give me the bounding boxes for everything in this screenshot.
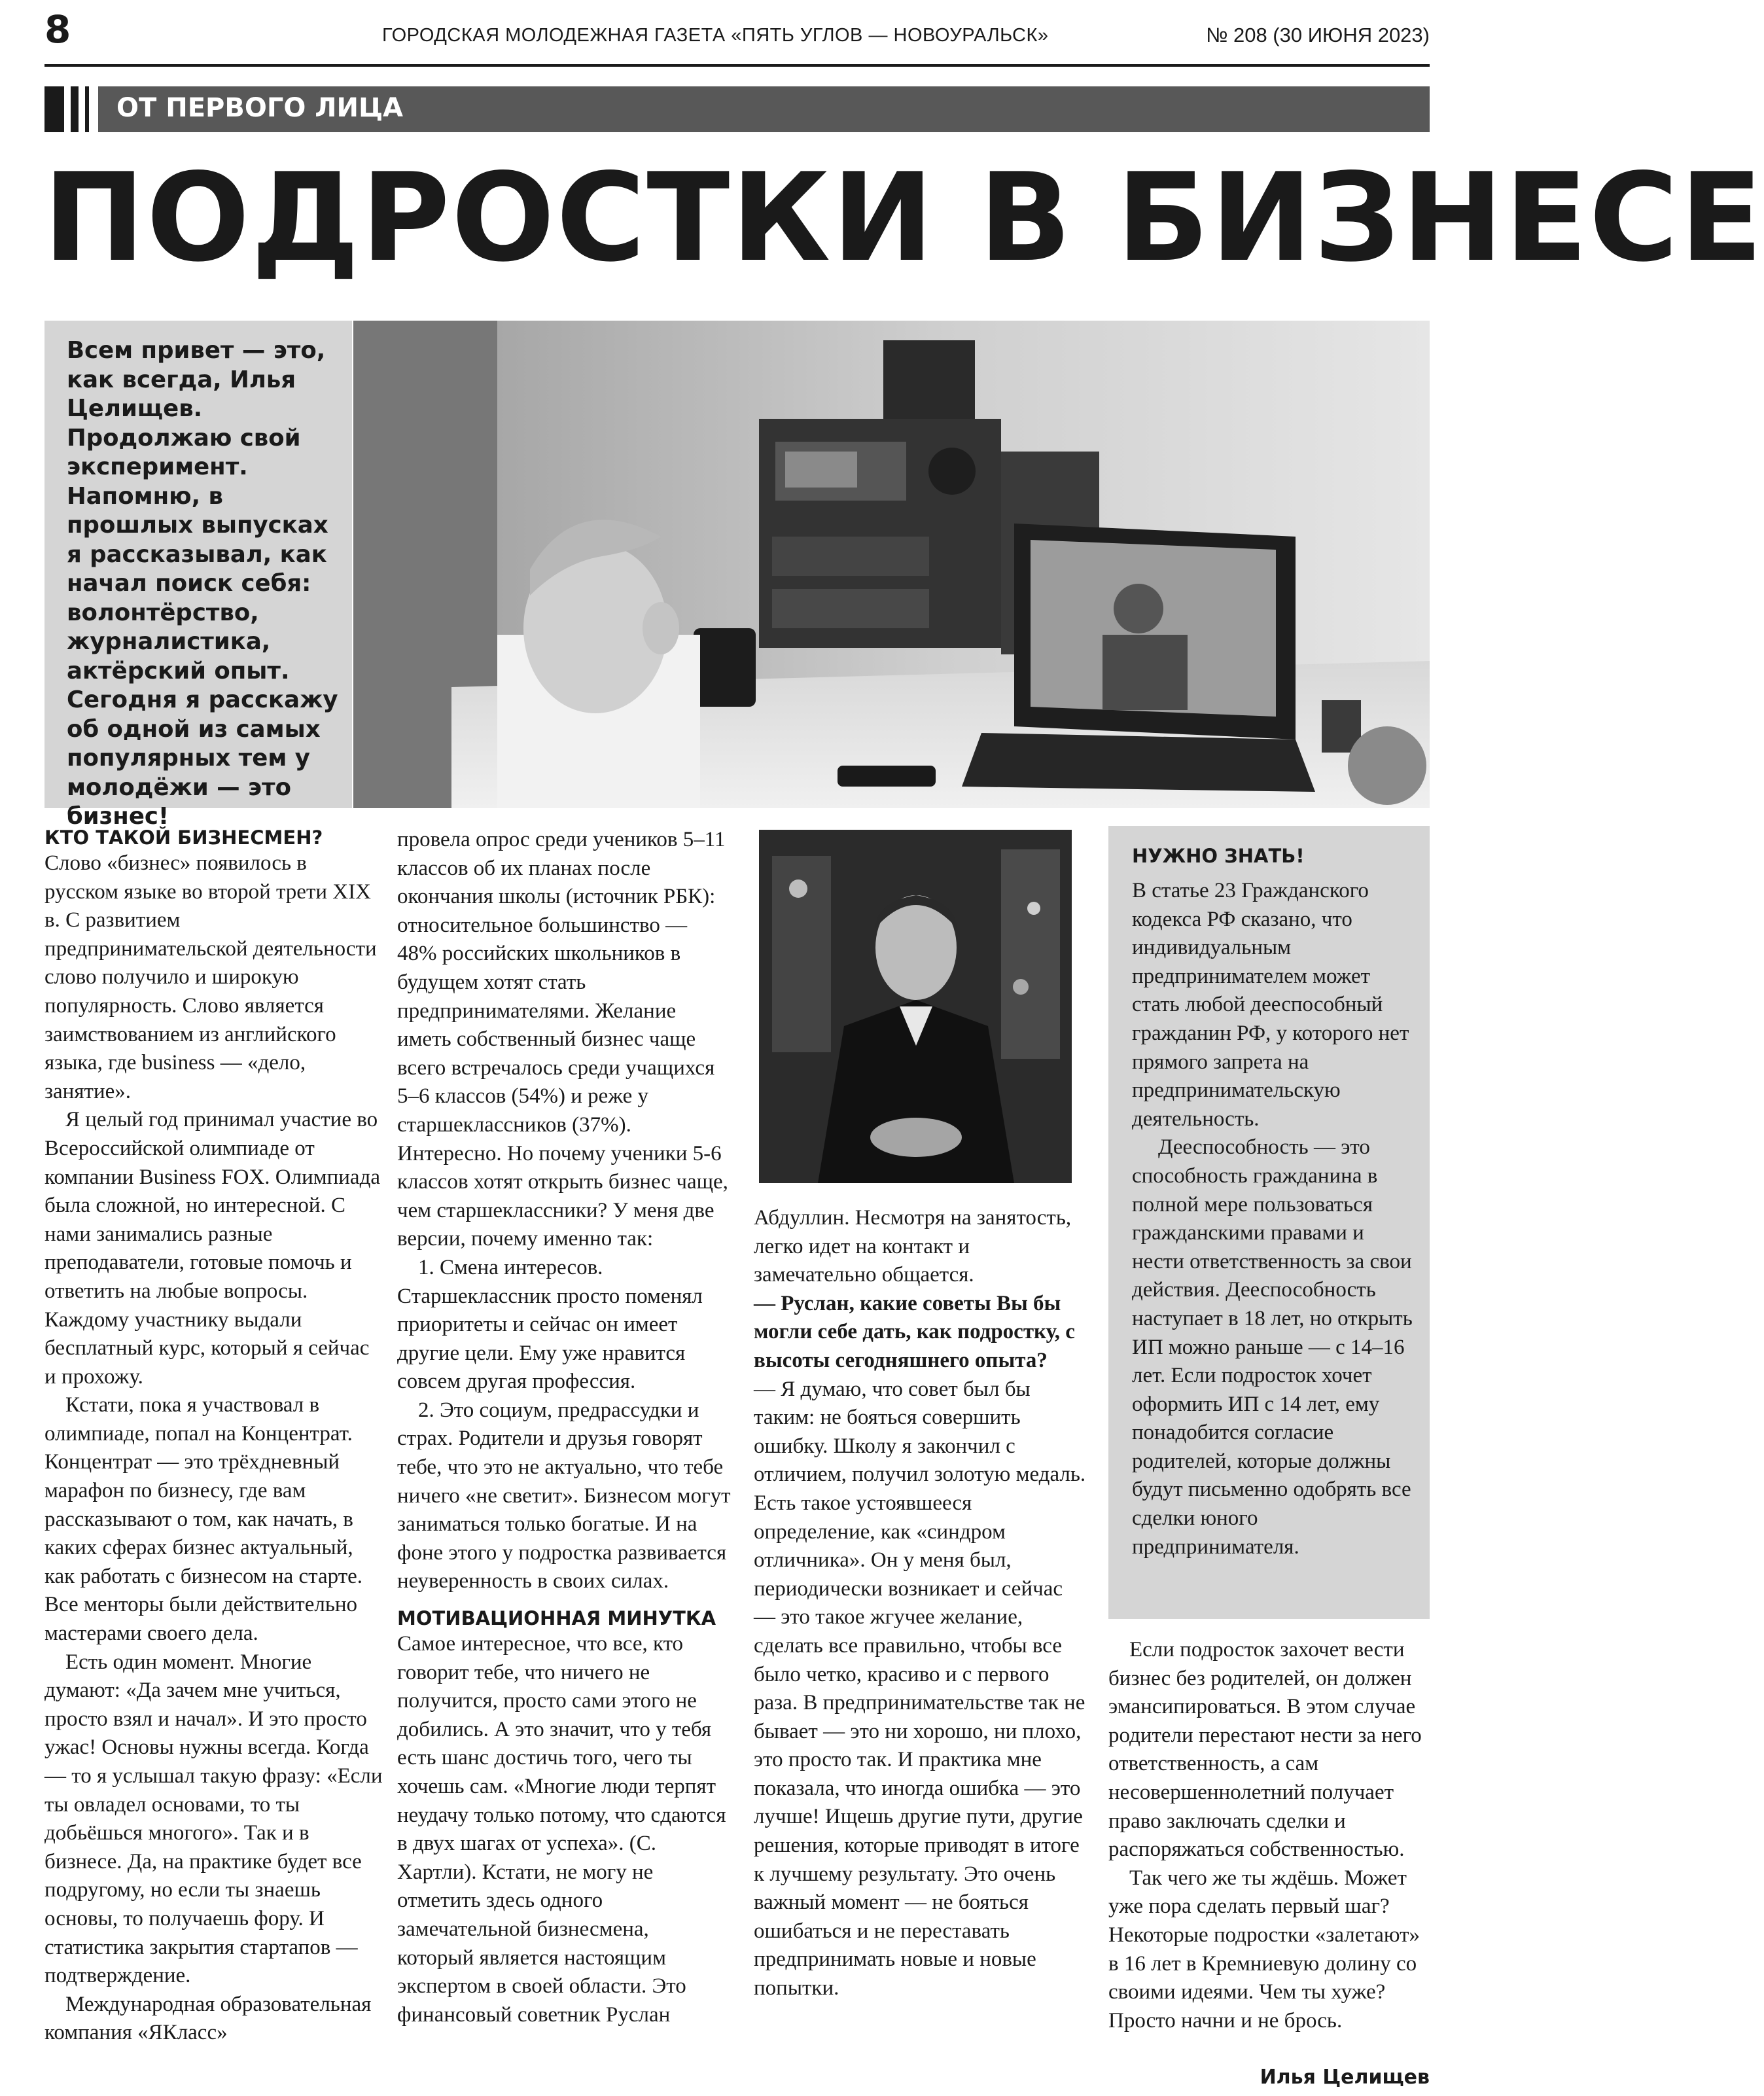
paragraph: Есть один момент. Многие думают: «Да зачем мне учиться, просто взял и начал». И это просто ужас! Основы нужны всегда. Когда— то я услышал такую фразу: «Если ты овладел основами, то ты добьёшься многого». Так и в бизнесе. Да, на практике будет все подругому, но если ты знаешь основы, то получаешь фору. И статистика закрытия стартапов — подтверждение. bbox=[44, 1650, 383, 1988]
page-number: 8 bbox=[44, 7, 71, 52]
rubric-title: ОТ ПЕРВОГО ЛИЦА bbox=[116, 93, 404, 123]
paragraph: Кстати, пока я участвовал в олимпиаде, попал на Концентрат. Концентрат — это трёхдневный марафон по бизнесу, где вам рассказывают о том, как начать, в каких сферах бизнес актуальный, как работать с бизнесом на старте. Все менторы были действительно мастерами своего дела. bbox=[44, 1393, 363, 1646]
masthead: ГОРОДСКАЯ МОЛОДЕЖНАЯ ГАЗЕТА «ПЯТЬ УГЛОВ — НОВОУРАЛЬСК» bbox=[382, 25, 1049, 46]
info-box bbox=[1108, 826, 1430, 1619]
paragraph: Абдуллин. Несмотря на занятость, легко идет на контакт и замечательно общается. bbox=[754, 1206, 1072, 1287]
portrait-photo bbox=[759, 830, 1072, 1183]
paragraph: Я целый год принимал участие во Всероссийской олимпиаде от компании Business FOX. Олимпиада была сложной, но интересной. С нами занимались разные преподаватели, готовые помочь и ответить на любые вопросы. Каждому участнику выдали бесплатный курс, который я сейчас и прохожу. bbox=[44, 1108, 381, 1389]
lead-text: Всем привет — это, как всегда, Илья Целищев. Продолжаю свой эксперимент. Напомню, в прошлых выпусках я рассказывал, как начал поиск себя: волонтёрство, журналистика, актёрский опыт. Сегодня я расскажу об одной из самых популярных тем у молодёжи — это бизнес! bbox=[67, 337, 338, 830]
interview-answer: — Я думаю, что совет был бы таким: не бояться совершить ошибку. Школу я закончил с отличием, получил золотую медаль. Есть такое устоявшееся определение, как «синдром отличника». Он у меня был, периодически возникает и сейчас — это такое жгучее желание, сделать все правильно, чтобы все было четко, красиво и с первого раза. В предпринимательстве так не бывает — это ни хорошо, ни плохо, это просто так. И практика мне показала, что иногда ошибка — это лучше! Ищешь другие пути, другие решения, которые приводят в итоге к лучшему результату. Это очень важный момент — не бояться ошибаться и не переставать предпринимать новые и новые попытки. bbox=[754, 1377, 1086, 2000]
paragraph: 2. Это социум, предрассудки и страх. Родители и друзья говорят тебе, что это не актуально, что тебе ничего «не светит». Бизнесом могут заниматься только богатые. И на фоне этого у подростка развивается неуверенность в своих силах. bbox=[397, 1398, 731, 1593]
paragraph: Дееспособность — это способность гражданина в полной мере пользоваться гражданскими правами и нести ответственность за свои действия. Дееспособность наступает в 18 лет, но открыть ИП можно раньше — с 14–16 лет. Если подросток хочет оформить ИП с 14 лет, ему понадобится согласие родителей, которые должны будут письменно одобрять все сделки юного предпринимателя. bbox=[1132, 1135, 1413, 1559]
main-photo bbox=[353, 321, 1430, 808]
paragraph: провела опрос среди учеников 5–11 классов об их планах после окончания школы (источник РБК): относительное большинство — 48% российских школьников в будущем хотят стать предпринимателями. Желание иметь собственный бизнес чаще всего встречалось среди учащихся 5–6 классов (54%) и реже у старшеклассников (37%). Интересно. Но почему ученики 5-6 классов хотят открыть бизнес чаще, чем старшеклассники? У меня две версии, почему именно так: bbox=[397, 828, 728, 1251]
column-3 bbox=[754, 1204, 1087, 2003]
paragraph: 1. Смена интересов. Старшеклассник просто поменял приоритеты и сейчас он имеет другие цели. Ему уже нравится совсем другая профессия. bbox=[397, 1255, 703, 1394]
paragraph: Самое интересное, что все, кто говорит тебе, что ничего не получится, просто сами этого не добились. А это значит, что у тебя есть шанс достичь того, чего ты хочешь сам. «Многие люди терпят неудачу только потому, что сдаются в двух шагах от успеха». (С. Хартли). Кстати, не могу не отметить здесь одного замечательной бизнесмена, который является настоящим экспертом в своей области. Это финансовый советник Руслан bbox=[397, 1632, 726, 2027]
subhead-motivation: МОТИВАЦИОННАЯ МИНУТКА bbox=[397, 1607, 716, 1630]
author-signature: Илья Целищев bbox=[1260, 2066, 1430, 2089]
headline: ПОДРОСТКИ В БИЗНЕСЕ bbox=[43, 147, 1764, 289]
paragraph: Слово «бизнес» появилось в русском языке во второй трети XIX в. С развитием предпринимательской деятельности слово получило и широкую популярность. Слово является заимствованием из английского языка, где business — «дело, занятие». bbox=[44, 851, 377, 1103]
column-4 bbox=[1108, 1636, 1429, 2035]
rubric-marker bbox=[44, 86, 84, 132]
header-rule bbox=[44, 64, 1430, 67]
subhead-businessman: КТО ТАКОЙ БИЗНЕСМЕН? bbox=[44, 826, 323, 849]
column-2 bbox=[397, 826, 731, 2029]
paragraph: Международная образовательная компания «ЯКласс» bbox=[44, 1992, 372, 2045]
column-1 bbox=[44, 826, 385, 2048]
paragraph: Так чего же ты ждёшь. Может уже пора сделать первый шаг? Некоторые подростки «залетают» в 16 лет в Кремниевую долину со своими идеями. Чем ты хуже? Просто начни и не брось. bbox=[1108, 1866, 1420, 2033]
info-box-title: НУЖНО ЗНАТЬ! bbox=[1132, 845, 1305, 867]
lead-box bbox=[44, 321, 352, 830]
paragraph: В статье 23 Гражданского кодекса РФ сказано, что индивидуальным предпринимателем может стать любой дееспособный гражданин РФ, у которого нет прямого запрета на предпринимательскую деятельность. bbox=[1132, 879, 1409, 1131]
interview-question: — Руслан, какие советы Вы бы могли себе дать, как подростку, с высоты сегодняшнего опыта? bbox=[754, 1291, 1075, 1372]
paragraph: Если подросток захочет вести бизнес без родителей, он должен эмансипироваться. В этом случае родители перестают нести за него ответственность, а сам несовершеннолетний получает право заключать сделки и распоряжаться собственностью. bbox=[1108, 1638, 1422, 1862]
issue-date: № 208 (30 ИЮНЯ 2023) bbox=[1206, 24, 1430, 46]
